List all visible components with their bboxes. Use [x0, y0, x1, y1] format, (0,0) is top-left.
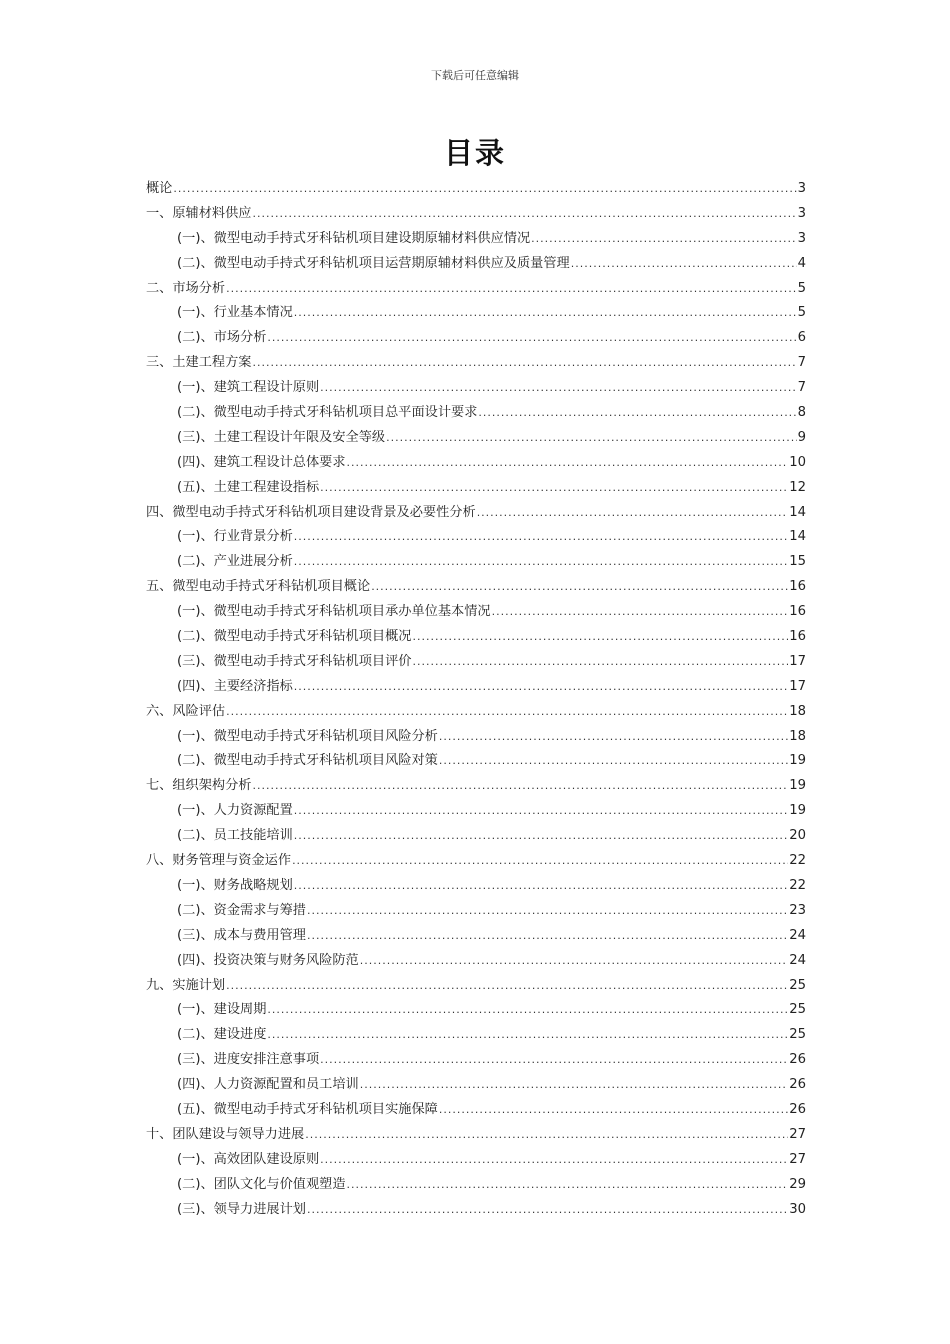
- toc-dot-leader: [320, 1148, 788, 1173]
- toc-dot-leader: [478, 401, 796, 426]
- toc-subentry[interactable]: [146, 799, 806, 824]
- toc-subentry[interactable]: [146, 924, 806, 949]
- toc-entry-text: 十、团队建设与领导力进展: [146, 1126, 305, 1142]
- toc-entry-text: (五)、微型电动手持式牙科钻机项目实施保障: [177, 1101, 438, 1117]
- toc-dot-leader: [226, 277, 796, 302]
- toc-entry-text: (四)、投资决策与财务风险防范: [177, 952, 359, 968]
- toc-page-number: 3: [797, 205, 806, 221]
- toc-page-number: 19: [789, 778, 806, 794]
- toc-entry-text: (一)、建设周期: [177, 1002, 267, 1018]
- toc-entry-text: (三)、领导力进展计划: [177, 1201, 306, 1217]
- toc-page-number: 26: [789, 1077, 806, 1093]
- toc-entry[interactable]: [146, 974, 806, 999]
- toc-subentry[interactable]: [146, 600, 806, 625]
- toc-dot-leader: [307, 924, 788, 949]
- toc-dot-leader: [307, 899, 788, 924]
- toc-entry-text: (二)、市场分析: [177, 330, 267, 346]
- page-header: 下载后可任意编辑: [431, 69, 519, 82]
- toc-page-number: 5: [797, 280, 806, 296]
- toc-dot-leader: [226, 974, 788, 999]
- toc-dot-leader: [267, 998, 788, 1023]
- toc-dot-leader: [294, 675, 788, 700]
- toc-entry-text: (二)、资金需求与筹措: [177, 902, 306, 918]
- toc-page-number: 24: [789, 927, 806, 943]
- toc-dot-leader: [320, 476, 788, 501]
- toc-page-number: 12: [789, 479, 806, 495]
- toc-entry[interactable]: [146, 774, 806, 799]
- toc-subentry[interactable]: [146, 476, 806, 501]
- toc-dot-leader: [492, 600, 789, 625]
- toc-entry-text: (五)、土建工程建设指标: [177, 479, 320, 495]
- toc-page-number: 8: [797, 405, 806, 421]
- toc-page-number: 27: [789, 1151, 806, 1167]
- toc-page-number: 4: [797, 255, 806, 271]
- toc-entry-text: (二)、员工技能培训: [177, 828, 293, 844]
- toc-page-number: 9: [797, 429, 806, 445]
- toc-entry-text: (三)、进度安排注意事项: [177, 1052, 320, 1068]
- toc-dot-leader: [307, 1198, 788, 1223]
- toc-dot-leader: [253, 351, 797, 376]
- toc-dot-leader: [412, 625, 788, 650]
- toc-entry[interactable]: [146, 1123, 806, 1148]
- toc-page-number: 16: [789, 604, 806, 620]
- toc-subentry[interactable]: [146, 1098, 806, 1123]
- toc-page-number: 15: [789, 554, 806, 570]
- toc-dot-leader: [294, 550, 788, 575]
- toc-page-number: 25: [789, 1002, 806, 1018]
- toc-entry[interactable]: [146, 177, 806, 202]
- toc-dot-leader: [439, 749, 788, 774]
- toc-page-number: 10: [789, 454, 806, 470]
- toc-subentry[interactable]: [146, 426, 806, 451]
- toc-page-number: 6: [797, 330, 806, 346]
- toc-page-number: 25: [789, 1027, 806, 1043]
- toc-entry-text: (一)、高效团队建设原则: [177, 1151, 320, 1167]
- toc-page-number: 20: [789, 828, 806, 844]
- toc-page-number: 24: [789, 952, 806, 968]
- toc-dot-leader: [439, 1098, 788, 1123]
- toc-entry-text: 二、市场分析: [146, 280, 226, 296]
- toc-subentry[interactable]: [146, 1173, 806, 1198]
- toc-dot-leader: [253, 774, 789, 799]
- toc-subentry[interactable]: [146, 899, 806, 924]
- toc-page-number: 18: [789, 728, 806, 744]
- toc-entry-text: 四、微型电动手持式牙科钻机项目建设背景及必要性分析: [146, 504, 476, 520]
- toc-dot-leader: [305, 1123, 788, 1148]
- toc-dot-leader: [412, 650, 788, 675]
- toc-entry[interactable]: [146, 575, 806, 600]
- toc-entry-text: (一)、行业背景分析: [177, 529, 293, 545]
- toc-dot-leader: [292, 849, 788, 874]
- toc-page-number: 7: [797, 355, 806, 371]
- toc-entry-text: (三)、成本与费用管理: [177, 927, 306, 943]
- toc-dot-leader: [294, 525, 788, 550]
- toc-page-number: 14: [789, 504, 806, 520]
- toc-dot-leader: [360, 949, 788, 974]
- toc-entry-text: 五、微型电动手持式牙科钻机项目概论: [146, 579, 371, 595]
- toc-subentry[interactable]: [146, 301, 806, 326]
- toc-entry-text: (一)、人力资源配置: [177, 803, 293, 819]
- toc-dot-leader: [347, 1173, 789, 1198]
- toc-entry-text: (一)、微型电动手持式牙科钻机项目建设期原辅材料供应情况: [177, 230, 531, 246]
- toc-page-number: 26: [789, 1101, 806, 1117]
- toc-dot-leader: [360, 1073, 788, 1098]
- toc-entry-text: (二)、微型电动手持式牙科钻机项目风险对策: [177, 753, 438, 769]
- toc-subentry[interactable]: [146, 625, 806, 650]
- toc-page-number: 5: [797, 305, 806, 321]
- toc-entry-text: (四)、主要经济指标: [177, 678, 293, 694]
- toc-entry-text: (二)、微型电动手持式牙科钻机项目运营期原辅材料供应及质量管理: [177, 255, 570, 271]
- toc-subentry[interactable]: [146, 998, 806, 1023]
- toc-dot-leader: [267, 326, 796, 351]
- toc-dot-leader: [439, 725, 788, 750]
- toc-page-number: 19: [789, 803, 806, 819]
- toc-entry[interactable]: [146, 501, 806, 526]
- toc-entry-text: 概论: [146, 181, 173, 196]
- toc-entry-text: (四)、人力资源配置和员工培训: [177, 1077, 359, 1093]
- toc-dot-leader: [253, 202, 797, 227]
- toc-dot-leader: [267, 1023, 788, 1048]
- toc-subentry[interactable]: [146, 525, 806, 550]
- toc-entry-text: (一)、微型电动手持式牙科钻机项目承办单位基本情况: [177, 604, 491, 620]
- toc-entry[interactable]: [146, 277, 806, 302]
- toc-subentry[interactable]: [146, 401, 806, 426]
- toc-dot-leader: [226, 700, 788, 725]
- toc-entry-text: (二)、微型电动手持式牙科钻机项目总平面设计要求: [177, 405, 478, 421]
- toc-entry-text: (二)、建设进度: [177, 1027, 267, 1043]
- toc-entry-text: 七、组织架构分析: [146, 778, 252, 794]
- toc-page-number: 22: [789, 853, 806, 869]
- toc-dot-leader: [386, 426, 797, 451]
- toc-subentry[interactable]: [146, 725, 806, 750]
- toc-entry-text: 八、财务管理与资金运作: [146, 853, 292, 869]
- toc-entry[interactable]: [146, 351, 806, 376]
- toc-entry-text: (一)、建筑工程设计原则: [177, 380, 320, 396]
- toc-entry-text: (二)、团队文化与价值观塑造: [177, 1176, 346, 1192]
- toc-subentry[interactable]: [146, 650, 806, 675]
- toc-page-number: 29: [789, 1176, 806, 1192]
- toc-dot-leader: [173, 177, 796, 202]
- toc-page-number: 7: [797, 380, 806, 396]
- toc-page-number: 3: [797, 230, 806, 246]
- toc-dot-leader: [294, 824, 788, 849]
- table-of-contents: [146, 177, 806, 1222]
- toc-entry-text: 一、原辅材料供应: [146, 205, 252, 221]
- toc-entry-text: 六、风险评估: [146, 703, 226, 719]
- toc-entry-text: (二)、微型电动手持式牙科钻机项目概况: [177, 629, 412, 645]
- toc-subentry[interactable]: [146, 824, 806, 849]
- toc-dot-leader: [571, 252, 797, 277]
- toc-page-number: 3: [797, 181, 806, 196]
- toc-subentry[interactable]: [146, 1073, 806, 1098]
- toc-subentry[interactable]: [146, 1048, 806, 1073]
- toc-subentry[interactable]: [146, 874, 806, 899]
- toc-subentry[interactable]: [146, 675, 806, 700]
- toc-dot-leader: [347, 451, 789, 476]
- toc-subentry[interactable]: [146, 1148, 806, 1173]
- toc-page-number: 18: [789, 703, 806, 719]
- toc-entry-text: (一)、微型电动手持式牙科钻机项目风险分析: [177, 728, 438, 744]
- toc-page-number: 30: [789, 1201, 806, 1217]
- toc-dot-leader: [371, 575, 788, 600]
- toc-dot-leader: [320, 1048, 788, 1073]
- toc-entry[interactable]: [146, 700, 806, 725]
- toc-entry-text: 三、土建工程方案: [146, 355, 252, 371]
- toc-dot-leader: [294, 874, 788, 899]
- toc-page-number: 26: [789, 1052, 806, 1068]
- page-title: 目录: [443, 136, 506, 170]
- toc-entry-text: (二)、产业进展分析: [177, 554, 293, 570]
- toc-entry-text: (三)、微型电动手持式牙科钻机项目评价: [177, 653, 412, 669]
- toc-entry-text: (一)、行业基本情况: [177, 305, 293, 321]
- toc-page-number: 16: [789, 629, 806, 645]
- toc-subentry[interactable]: [146, 451, 806, 476]
- toc-page-number: 27: [789, 1126, 806, 1142]
- toc-entry-text: (一)、财务战略规划: [177, 877, 293, 893]
- toc-entry-text: 九、实施计划: [146, 977, 226, 993]
- toc-subentry[interactable]: [146, 949, 806, 974]
- toc-dot-leader: [294, 799, 788, 824]
- toc-page-number: 16: [789, 579, 806, 595]
- toc-dot-leader: [320, 376, 796, 401]
- toc-dot-leader: [294, 301, 797, 326]
- toc-page-number: 19: [789, 753, 806, 769]
- toc-entry[interactable]: [146, 849, 806, 874]
- toc-subentry[interactable]: [146, 227, 806, 252]
- toc-subentry[interactable]: [146, 749, 806, 774]
- toc-subentry[interactable]: [146, 376, 806, 401]
- toc-dot-leader: [477, 501, 789, 526]
- toc-subentry[interactable]: [146, 550, 806, 575]
- toc-subentry[interactable]: [146, 326, 806, 351]
- toc-page-number: 14: [789, 529, 806, 545]
- toc-entry-text: (四)、建筑工程设计总体要求: [177, 454, 346, 470]
- toc-page-number: 25: [789, 977, 806, 993]
- toc-page-number: 22: [789, 877, 806, 893]
- toc-dot-leader: [531, 227, 796, 252]
- toc-subentry[interactable]: [146, 252, 806, 277]
- toc-entry[interactable]: [146, 202, 806, 227]
- toc-entry-text: (三)、土建工程设计年限及安全等级: [177, 429, 386, 445]
- toc-page-number: 23: [789, 902, 806, 918]
- toc-subentry[interactable]: [146, 1198, 806, 1223]
- toc-page-number: 17: [789, 653, 806, 669]
- toc-page-number: 17: [789, 678, 806, 694]
- toc-subentry[interactable]: [146, 1023, 806, 1048]
